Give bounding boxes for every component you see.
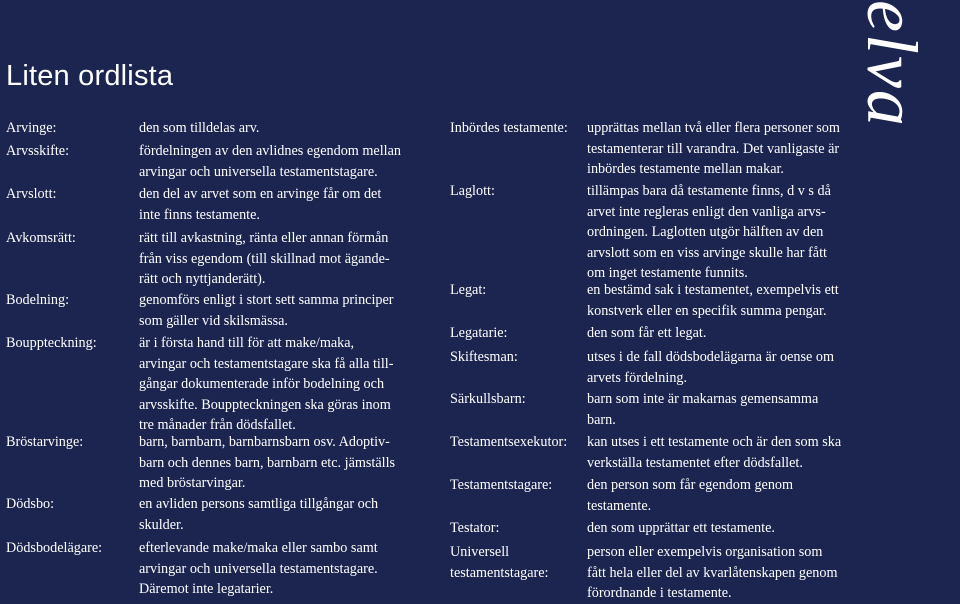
glossary-definition-line: arvet inte regleras enligt den vanliga arvs- — [587, 203, 826, 220]
glossary-term-line: Testamentsexekutor: — [450, 434, 568, 450]
glossary-definition-line: Däremot inte legatarier. — [139, 581, 274, 598]
glossary-definition-line: en avliden persons samtliga tillgångar och — [139, 496, 379, 512]
glossary-definition-line: arvingar och universella testamentstagare. — [139, 560, 378, 577]
glossary-definition-line: upprättas mellan två eller flera personer som — [587, 120, 840, 136]
glossary-term-line: Laglott: — [450, 183, 495, 199]
glossary-term-line: Universell — [450, 544, 510, 560]
glossary-definition-line: verkställa testamentet efter dödsfallet. — [587, 454, 803, 471]
glossary-term-line: Arvsskifte: — [6, 143, 70, 159]
glossary-term — [6, 184, 56, 205]
glossary-definition-line: testamente. — [587, 497, 652, 514]
glossary-definition-line: arvingar och testamentstagare ska få alla till- — [139, 355, 394, 372]
glossary-term-line: Bröstarvinge: — [6, 434, 84, 450]
glossary-definition — [139, 228, 390, 290]
glossary-definition — [139, 141, 401, 182]
glossary-definition-line: tre månader från dödsfallet. — [139, 417, 296, 434]
glossary-definition-line: efterlevande make/maka eller sambo samt — [139, 540, 378, 556]
glossary-definition-line: arvingar och universella testamentstagare. — [139, 163, 378, 180]
glossary-definition-line: arvslott som en viss arvinge skulle har fått — [587, 244, 827, 261]
glossary-term — [450, 347, 518, 368]
glossary-definition-line: barn, barnbarn, barnbarnsbarn osv. Adoptiv- — [139, 434, 390, 450]
glossary-term — [6, 333, 97, 354]
glossary-definition — [139, 538, 378, 600]
glossary-definition-line: konstverk eller en specifik summa pengar. — [587, 302, 827, 319]
glossary-definition-line: barn och dennes barn, barnbarn etc. jämställs — [139, 454, 396, 471]
glossary-definition — [587, 542, 838, 604]
glossary-definition-line: rätt och nyttjanderätt). — [139, 271, 266, 288]
glossary-term — [6, 141, 69, 162]
glossary-definition — [587, 432, 841, 473]
glossary-term — [450, 181, 495, 202]
glossary-term — [450, 323, 508, 344]
glossary-definition-line: gångar dokumenterade inför bodelning och — [139, 376, 385, 393]
glossary-term — [6, 290, 69, 311]
glossary-term-line: Arvslott: — [6, 186, 57, 202]
glossary-definition — [587, 389, 818, 430]
glossary-definition-line: ordningen. Laglotten utgör hälften av den — [587, 224, 824, 241]
glossary-definition — [587, 475, 793, 516]
glossary-definition-line: inte finns testamente. — [139, 206, 260, 223]
glossary-definition — [587, 347, 834, 388]
glossary-term — [450, 389, 526, 410]
glossary-term-line: Arvinge: — [6, 120, 57, 136]
glossary-term — [6, 538, 102, 559]
glossary-definition-line: om inget testamente funnits. — [587, 265, 748, 282]
glossary-definition-line: skulder. — [139, 516, 184, 533]
glossary-definition-line: förordnande i testamente. — [587, 585, 732, 602]
glossary-definition-line: fördelningen av den avlidnes egendom mellan — [139, 143, 401, 159]
glossary-definition-line: som gäller vid skilsmässa. — [139, 312, 288, 329]
glossary-term — [450, 280, 486, 301]
glossary-term-line: Skiftesman: — [450, 349, 518, 365]
glossary-definition — [587, 323, 706, 344]
glossary-term — [450, 475, 552, 496]
glossary-definition-line: barn som inte är makarnas gemensamma — [587, 391, 819, 407]
glossary-definition-line: är i första hand till för att make/maka, — [139, 335, 355, 351]
glossary-definition-line: den som får ett legat. — [587, 325, 707, 341]
glossary-definition — [587, 181, 831, 284]
glossary-definition — [139, 184, 381, 225]
glossary-definition-line: kan utses i ett testamente och är den som ska — [587, 434, 842, 450]
glossary-definition — [139, 494, 378, 535]
glossary-term-line: Testator: — [450, 520, 500, 536]
glossary-definition-line: den som upprättar ett testamente. — [587, 520, 775, 536]
glossary-definition-line: arvets fördelning. — [587, 369, 688, 386]
glossary-term-line: Legatarie: — [450, 325, 508, 341]
glossary-definition — [587, 118, 840, 180]
glossary-term — [450, 118, 568, 139]
glossary-definition — [139, 432, 395, 494]
glossary-definition-line: fått hela eller del av kvarlåtenskapen genom — [587, 564, 838, 581]
glossary-term — [450, 432, 567, 453]
glossary-definition-line: barn. — [587, 411, 616, 428]
glossary-term — [6, 228, 76, 249]
glossary-definition-line: den del av arvet som en arvinge får om det — [139, 186, 382, 202]
glossary-definition-line: arvsskifte. Bouppteckningen ska göras inom — [139, 396, 391, 413]
glossary-term-line: Legat: — [450, 282, 487, 298]
glossary-term — [6, 432, 83, 453]
glossary-definition-line: med bröstarvingar. — [139, 475, 246, 492]
glossary-term — [6, 118, 56, 139]
glossary-definition-line: tillämpas bara då testamente finns, d v s då — [587, 183, 831, 199]
glossary-definition-line: inbördes testamente mellan makar. — [587, 161, 784, 178]
brand-logo: elva — [852, 0, 932, 128]
glossary-definition-line: testamenterar till varandra. Det vanligaste är — [587, 140, 840, 157]
glossary-definition-line: person eller exempelvis organisation som — [587, 544, 823, 560]
glossary-term-line: Bouppteckning: — [6, 335, 97, 351]
glossary-term-line: testamentstagare: — [450, 564, 549, 581]
glossary-definition-line: från viss egendom (till skillnad mot ägande- — [139, 250, 390, 267]
glossary-definition — [139, 333, 393, 436]
glossary-definition-line: den som tilldelas arv. — [139, 120, 260, 136]
glossary-term-line: Avkomsrätt: — [6, 230, 76, 246]
glossary-term-line: Testamentstagare: — [450, 477, 553, 493]
glossary-definition-line: utses i de fall dödsbodelägarna är oense om — [587, 349, 835, 365]
glossary-definition — [139, 290, 394, 331]
glossary-term-line: Dödsbodelägare: — [6, 540, 103, 556]
glossary-term-line: Särkullsbarn: — [450, 391, 526, 407]
glossary-term-line: Bodelning: — [6, 292, 70, 308]
glossary-definition-line: genomförs enligt i stort sett samma principer — [139, 292, 394, 308]
glossary-definition-line: en bestämd sak i testamentet, exempelvis ett — [587, 282, 839, 298]
glossary-definition — [139, 118, 259, 139]
glossary-term — [450, 518, 499, 539]
glossary-definition — [587, 280, 839, 321]
page-title: Liten ordlista — [6, 60, 174, 92]
glossary-definition-line: rätt till avkastning, ränta eller annan förmån — [139, 230, 389, 246]
glossary-term-line: Dödsbo: — [6, 496, 55, 512]
glossary-definition-line: den person som får egendom genom — [587, 477, 794, 493]
glossary-definition — [587, 518, 775, 539]
glossary-term — [6, 494, 54, 515]
glossary-term — [450, 542, 548, 583]
glossary-term-line: Inbördes testamente: — [450, 120, 568, 136]
